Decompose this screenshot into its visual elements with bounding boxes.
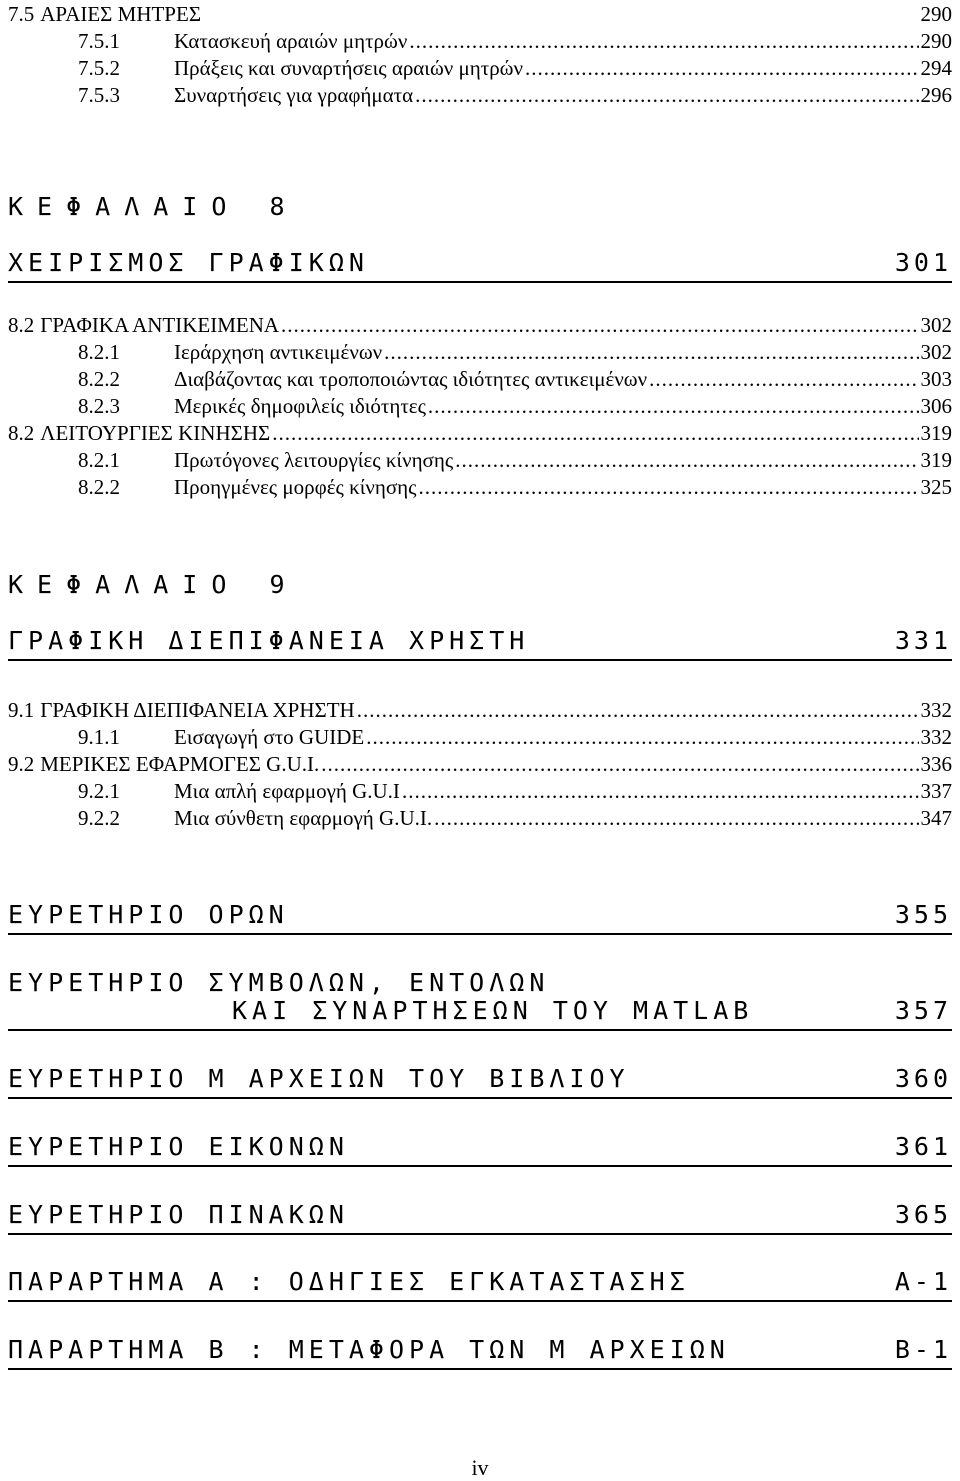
page-number: 302 [920, 340, 952, 364]
index-page: 355 [894, 900, 952, 929]
section-title: Μερικές δημοφιλείς ιδιότητες [174, 394, 426, 418]
page-number: 332 [920, 698, 952, 722]
toc-entry [8, 340, 952, 368]
dot-leader [321, 752, 918, 777]
index-title: ΕΥΡΕΤΗΡΙΟ ΠΙΝΑΚΩΝ [8, 1200, 349, 1229]
dot-leader [525, 56, 919, 81]
toc-entry [8, 56, 952, 84]
toc-entry [8, 29, 952, 57]
section-title: ΛΕΙΤΟΥΡΓΙΕΣ ΚΙΝΗΣΗΣ [40, 421, 271, 445]
appendix-entry [8, 1335, 952, 1370]
page-number: 336 [920, 752, 952, 776]
chapter-heading: ΚΕΦΑΛΑΙΟ 8 [8, 192, 299, 221]
chapter-page: 301 [894, 248, 952, 277]
index-entry-title-line [8, 968, 952, 997]
page-number: 347 [920, 806, 952, 830]
section-title: ΓΡΑΦΙΚΑ ΑΝΤΙΚΕΙΜΕΝΑ [40, 313, 280, 337]
toc-entry [8, 725, 952, 753]
dot-leader [649, 367, 918, 392]
toc-entry [8, 394, 952, 422]
section-number: 9.2 [8, 752, 35, 776]
index-entry [8, 1132, 952, 1167]
toc-entry [8, 448, 952, 476]
chapter-title: ΓΡΑΦΙΚΗ ΔΙΕΠΙΦΑΝΕΙΑ ΧΡΗΣΤΗ [8, 626, 530, 655]
index-page: 357 [894, 996, 952, 1025]
dot-leader [357, 698, 919, 723]
dot-leader [272, 421, 918, 446]
section-number: 8.2.3 [78, 394, 120, 418]
dot-leader [384, 340, 918, 365]
index-page: 365 [894, 1200, 952, 1229]
page-number: 296 [920, 83, 952, 107]
toc-entry [8, 698, 952, 726]
section-number: 8.2.1 [78, 448, 120, 472]
dot-leader [409, 29, 918, 54]
dot-leader [415, 83, 918, 108]
dot-leader [455, 448, 918, 473]
index-entry [8, 996, 952, 1031]
section-number: 8.2.2 [78, 475, 120, 499]
chapter-page: 331 [894, 626, 952, 655]
appendix-entry [8, 1267, 952, 1302]
page-number: 319 [920, 421, 952, 445]
section-number: 7.5.1 [78, 29, 120, 53]
section-number: 9.1 [8, 698, 35, 722]
section-title: Ιεράρχηση αντικειμένων [174, 340, 383, 364]
index-entry [8, 900, 952, 935]
section-title: ΓΡΑΦΙΚΗ ΔΙΕΠΙΦΑΝΕΙΑ ΧΡΗΣΤΗ [40, 698, 355, 722]
index-title: ΕΥΡΕΤΗΡΙΟ ΟΡΩΝ [8, 900, 289, 929]
section-number: 8.2.2 [78, 367, 120, 391]
section-title: Μια σύνθετη εφαρμογή G.U.I. [174, 806, 433, 830]
appendix-page: Β-1 [894, 1335, 952, 1364]
page-number: 337 [920, 779, 952, 803]
page-number: 332 [920, 725, 952, 749]
dot-leader [434, 806, 918, 831]
page-number: 306 [920, 394, 952, 418]
toc-entry [8, 475, 952, 503]
section-number: 8.2.1 [78, 340, 120, 364]
page-number: 303 [920, 367, 952, 391]
section-number: 9.2.2 [78, 806, 120, 830]
section-number: 8.2 [8, 313, 35, 337]
toc-entry [8, 752, 952, 780]
appendix-page: Α-1 [894, 1267, 952, 1296]
page-number: 294 [920, 56, 952, 80]
section-number: 7.5.2 [78, 56, 120, 80]
section-title: Κατασκευή αραιών μητρών [174, 29, 408, 53]
section-title: Διαβάζοντας και τροποποιώντας ιδιότητες αντικειμένων [174, 367, 648, 391]
toc-entry [8, 2, 952, 30]
section-title: Μια απλή εφαρμογή G.U.I [174, 779, 400, 803]
chapter-heading: ΚΕΦΑΛΑΙΟ 9 [8, 570, 299, 599]
page-footer-number: iv [471, 1455, 489, 1480]
section-title: Πράξεις και συναρτήσεις αραιών μητρών [174, 56, 523, 80]
toc-entry [8, 806, 952, 834]
dot-leader [418, 475, 918, 500]
dot-leader [281, 313, 918, 338]
section-number: 9.1.1 [78, 725, 120, 749]
toc-entry [8, 83, 952, 111]
index-title: ΕΥΡΕΤΗΡΙΟ ΕΙΚΟΝΩΝ [8, 1132, 349, 1161]
dot-leader [428, 394, 919, 419]
section-number: 9.2.1 [78, 779, 120, 803]
page-number: 302 [920, 313, 952, 337]
page-number: 290 [920, 2, 952, 26]
index-entry [8, 1064, 952, 1099]
toc-entry [8, 779, 952, 807]
index-entry [8, 1200, 952, 1235]
appendix-title: ΠΑΡΑΡΤΗΜΑ Α : ΟΔΗΓΙΕΣ ΕΓΚΑΤΑΣΤΑΣΗΣ [8, 1267, 690, 1296]
section-number: 7.5.3 [78, 83, 120, 107]
chapter-title-row [8, 248, 952, 283]
index-page: 361 [894, 1132, 952, 1161]
page-number: 290 [920, 29, 952, 53]
dot-leader [366, 725, 918, 750]
section-number: 7.5 [8, 2, 35, 26]
section-title: Προηγμένες μορφές κίνησης [174, 475, 417, 499]
chapter-title-row [8, 626, 952, 661]
index-page: 360 [894, 1064, 952, 1093]
appendix-title: ΠΑΡΑΡΤΗΜΑ Β : ΜΕΤΑΦΟΡΑ ΤΩΝ Μ ΑΡΧΕΙΩΝ [8, 1335, 730, 1364]
dot-leader [402, 779, 919, 804]
chapter-title: ΧΕΙΡΙΣΜΟΣ ΓΡΑΦΙΚΩΝ [8, 248, 369, 277]
page-number: 325 [920, 475, 952, 499]
page-number: 319 [920, 448, 952, 472]
section-title: Εισαγωγή στο GUIDE [174, 725, 365, 749]
section-number: 8.2 [8, 421, 35, 445]
toc-entry [8, 421, 952, 449]
section-title: Πρωτόγονες λειτουργίες κίνησης [174, 448, 454, 472]
section-title: ΑΡΑΙΕΣ ΜΗΤΡΕΣ [40, 2, 202, 26]
index-title: ΕΥΡΕΤΗΡΙΟ ΣΥΜΒΟΛΩΝ, ΕΝΤΟΛΩΝ [8, 968, 550, 997]
section-title: Συναρτήσεις για γραφήματα [174, 83, 414, 107]
index-title: ΕΥΡΕΤΗΡΙΟ Μ ΑΡΧΕΙΩΝ ΤΟΥ ΒΙΒΛΙΟΥ [8, 1064, 630, 1093]
index-title-continued: ΚΑΙ ΣΥΝΑΡΤΗΣΕΩΝ ΤΟΥ MATLAB [232, 996, 754, 1025]
section-title: ΜΕΡΙΚΕΣ ΕΦΑΡΜΟΓΕΣ G.U.I. [40, 752, 320, 776]
toc-entry [8, 367, 952, 395]
toc-entry [8, 313, 952, 341]
